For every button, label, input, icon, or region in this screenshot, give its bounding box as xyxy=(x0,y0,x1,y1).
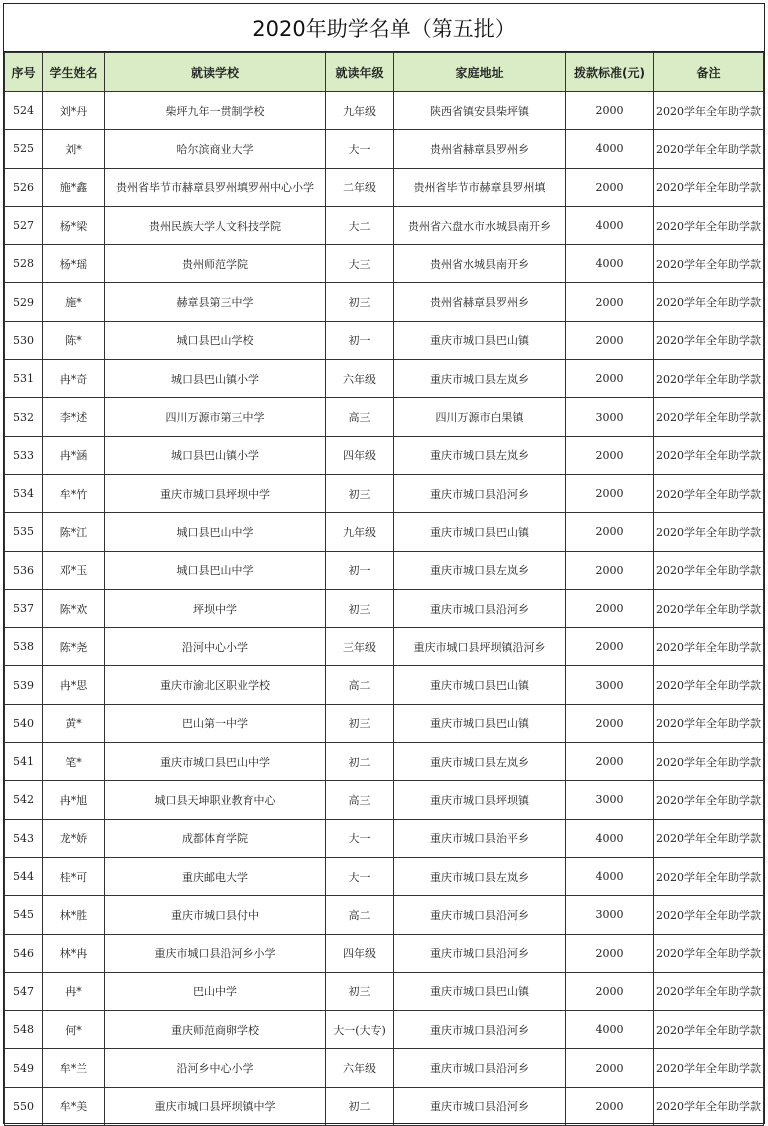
table-row xyxy=(5,436,764,474)
cell-home-address: 陕西省镇安县柴坪镇 xyxy=(394,92,566,130)
cell-home-address: 贵州省赫章县罗州乡 xyxy=(394,283,566,321)
cell-home-address: 重庆市城口县沿河乡 xyxy=(394,1087,566,1125)
cell-remark: 2020学年全年助学款 xyxy=(654,206,764,244)
cell-school: 巴山第一中学 xyxy=(105,704,326,742)
header-student-name: 学生姓名 xyxy=(43,53,105,92)
cell-grade: 大一 xyxy=(326,819,394,857)
cell-serial: 546 xyxy=(5,934,43,972)
cell-serial: 527 xyxy=(5,206,43,244)
cell-remark: 2020学年全年助学款 xyxy=(654,1011,764,1049)
cell-grade: 大二 xyxy=(326,206,394,244)
cell-remark: 2020学年全年助学款 xyxy=(654,972,764,1010)
cell-remark: 2020学年全年助学款 xyxy=(654,896,764,934)
cell-home-address: 贵州省水城县南开乡 xyxy=(394,245,566,283)
cell-school: 贵州民族大学人文科技学院 xyxy=(105,206,326,244)
table-row xyxy=(5,360,764,398)
cell-student-name: 陈*尧 xyxy=(43,628,105,666)
cell-home-address: 重庆市城口县沿河乡 xyxy=(394,1011,566,1049)
cell-amount: 2000 xyxy=(566,972,654,1010)
table-row xyxy=(5,781,764,819)
table-row xyxy=(5,245,764,283)
cell-grade: 九年级 xyxy=(326,513,394,551)
table-row xyxy=(5,513,764,551)
cell-student-name: 笔* xyxy=(43,743,105,781)
cell-home-address: 重庆市城口县巴山镇 xyxy=(394,972,566,1010)
cell-home-address: 重庆市城口县坪坝镇沿河乡 xyxy=(394,628,566,666)
cell-school: 城口县巴山中学 xyxy=(105,551,326,589)
cell-student-name: 冉* xyxy=(43,972,105,1010)
cell-school: 重庆师范商卵学校 xyxy=(105,1011,326,1049)
cell-amount: 2000 xyxy=(566,551,654,589)
cell-home-address: 重庆市城口县左岚乡 xyxy=(394,551,566,589)
cell-remark: 2020学年全年助学款 xyxy=(654,628,764,666)
header-remark: 备注 xyxy=(654,53,764,92)
cell-remark: 2020学年全年助学款 xyxy=(654,819,764,857)
cell-school: 城口县巴山镇小学 xyxy=(105,436,326,474)
cell-serial: 537 xyxy=(5,589,43,627)
cell-home-address: 重庆市城口县巴山镇 xyxy=(394,513,566,551)
cell-serial: 538 xyxy=(5,628,43,666)
cell-remark: 2020学年全年助学款 xyxy=(654,168,764,206)
cell-serial: 540 xyxy=(5,704,43,742)
cell-grade: 四年级 xyxy=(326,436,394,474)
table-row xyxy=(5,1049,764,1087)
cell-school: 成都体育学院 xyxy=(105,819,326,857)
cell-serial: 542 xyxy=(5,781,43,819)
cell-grade: 六年级 xyxy=(326,1049,394,1087)
table-row xyxy=(5,896,764,934)
cell-remark: 2020学年全年助学款 xyxy=(654,360,764,398)
cell-school: 赫章县第三中学 xyxy=(105,283,326,321)
cell-student-name: 施* xyxy=(43,283,105,321)
cell-student-name: 何* xyxy=(43,1011,105,1049)
cell-grade: 初三 xyxy=(326,474,394,512)
cell-grade: 高三 xyxy=(326,398,394,436)
cell-amount: 4000 xyxy=(566,206,654,244)
table-row xyxy=(5,972,764,1010)
cell-remark: 2020学年全年助学款 xyxy=(654,474,764,512)
cell-home-address: 重庆市城口县左岚乡 xyxy=(394,857,566,895)
cell-student-name: 龙*娇 xyxy=(43,819,105,857)
table-row xyxy=(5,819,764,857)
cell-amount: 4000 xyxy=(566,130,654,168)
table-row xyxy=(5,283,764,321)
cell-amount: 4000 xyxy=(566,1011,654,1049)
cell-student-name: 牟*美 xyxy=(43,1087,105,1125)
cell-grade: 大一(大专) xyxy=(326,1011,394,1049)
cell-grade: 大一 xyxy=(326,857,394,895)
cell-student-name: 陈* xyxy=(43,321,105,359)
cell-home-address: 重庆市城口县沿河乡 xyxy=(394,934,566,972)
cell-student-name: 冉*旭 xyxy=(43,781,105,819)
cell-school: 重庆市城口县付中 xyxy=(105,896,326,934)
cell-remark: 2020学年全年助学款 xyxy=(654,666,764,704)
cell-remark: 2020学年全年助学款 xyxy=(654,513,764,551)
cell-grade: 初一 xyxy=(326,551,394,589)
cell-serial: 539 xyxy=(5,666,43,704)
page-title: 2020年助学名单（第五批） xyxy=(4,4,764,52)
table-row xyxy=(5,934,764,972)
table-row xyxy=(5,321,764,359)
cell-amount: 4000 xyxy=(566,819,654,857)
cell-student-name: 黄* xyxy=(43,704,105,742)
table-row xyxy=(5,398,764,436)
cell-school: 贵州省毕节市赫章县罗州填罗州中心小学 xyxy=(105,168,326,206)
cell-home-address: 贵州省六盘水市水城县南开乡 xyxy=(394,206,566,244)
cell-remark: 2020学年全年助学款 xyxy=(654,130,764,168)
table-row xyxy=(5,168,764,206)
cell-home-address: 重庆市城口县左岚乡 xyxy=(394,360,566,398)
cell-remark: 2020学年全年助学款 xyxy=(654,857,764,895)
cell-home-address: 重庆市城口县巴山镇 xyxy=(394,704,566,742)
cell-remark: 2020学年全年助学款 xyxy=(654,245,764,283)
cell-serial: 534 xyxy=(5,474,43,512)
cell-serial: 525 xyxy=(5,130,43,168)
cell-school: 重庆市城口县坪坝中学 xyxy=(105,474,326,512)
cell-amount: 4000 xyxy=(566,857,654,895)
cell-grade: 初三 xyxy=(326,283,394,321)
cell-serial: 530 xyxy=(5,321,43,359)
cell-serial: 541 xyxy=(5,743,43,781)
cell-school: 沿河乡中心小学 xyxy=(105,1049,326,1087)
cell-home-address: 重庆市城口县巴山镇 xyxy=(394,666,566,704)
cell-serial: 532 xyxy=(5,398,43,436)
cell-home-address: 重庆市城口县治平乡 xyxy=(394,819,566,857)
cell-grade: 六年级 xyxy=(326,360,394,398)
cell-grade: 三年级 xyxy=(326,628,394,666)
header-serial: 序号 xyxy=(5,53,43,92)
cell-amount: 2000 xyxy=(566,474,654,512)
cell-amount: 2000 xyxy=(566,360,654,398)
cell-student-name: 冉*奇 xyxy=(43,360,105,398)
cell-school: 坪坝中学 xyxy=(105,589,326,627)
table-row xyxy=(5,704,764,742)
header-grade: 就读年级 xyxy=(326,53,394,92)
cell-amount: 2000 xyxy=(566,589,654,627)
cell-serial: 529 xyxy=(5,283,43,321)
cell-remark: 2020学年全年助学款 xyxy=(654,436,764,474)
cell-school: 柴坪九年一贯制学校 xyxy=(105,92,326,130)
cell-serial: 545 xyxy=(5,896,43,934)
cell-student-name: 冉*思 xyxy=(43,666,105,704)
header-row xyxy=(5,53,764,92)
table-row xyxy=(5,666,764,704)
cell-serial: 524 xyxy=(5,92,43,130)
cell-amount: 2000 xyxy=(566,934,654,972)
cell-serial: 528 xyxy=(5,245,43,283)
cell-remark: 2020学年全年助学款 xyxy=(654,704,764,742)
cell-student-name: 邓*玉 xyxy=(43,551,105,589)
cell-home-address: 重庆市城口县左岚乡 xyxy=(394,436,566,474)
cell-home-address: 重庆市城口县沿河乡 xyxy=(394,896,566,934)
cell-remark: 2020学年全年助学款 xyxy=(654,92,764,130)
cell-school: 重庆市城口县沿河乡小学 xyxy=(105,934,326,972)
cell-student-name: 陈*欢 xyxy=(43,589,105,627)
cell-serial: 549 xyxy=(5,1049,43,1087)
cell-grade: 高二 xyxy=(326,896,394,934)
cell-grade: 大一 xyxy=(326,130,394,168)
cell-grade: 二年级 xyxy=(326,168,394,206)
cell-amount: 4000 xyxy=(566,245,654,283)
cell-grade: 高二 xyxy=(326,666,394,704)
cell-remark: 2020学年全年助学款 xyxy=(654,1087,764,1125)
cell-amount: 2000 xyxy=(566,168,654,206)
cell-school: 重庆市城口县坪坝镇中学 xyxy=(105,1087,326,1125)
cell-grade: 初三 xyxy=(326,589,394,627)
cell-student-name: 冉*涵 xyxy=(43,436,105,474)
cell-grade: 初二 xyxy=(326,743,394,781)
cell-grade: 四年级 xyxy=(326,934,394,972)
header-school: 就读学校 xyxy=(105,53,326,92)
cell-school: 沿河中心小学 xyxy=(105,628,326,666)
cell-grade: 初二 xyxy=(326,1087,394,1125)
header-home-address: 家庭地址 xyxy=(394,53,566,92)
cell-serial: 543 xyxy=(5,819,43,857)
cell-student-name: 林*冉 xyxy=(43,934,105,972)
cell-student-name: 林*胜 xyxy=(43,896,105,934)
cell-student-name: 牟*兰 xyxy=(43,1049,105,1087)
table-row xyxy=(5,551,764,589)
cell-grade: 大三 xyxy=(326,245,394,283)
cell-serial: 531 xyxy=(5,360,43,398)
cell-student-name: 陈*江 xyxy=(43,513,105,551)
table-row xyxy=(5,206,764,244)
cell-amount: 3000 xyxy=(566,398,654,436)
cell-school: 哈尔滨商业大学 xyxy=(105,130,326,168)
cell-amount: 3000 xyxy=(566,896,654,934)
cell-amount: 2000 xyxy=(566,321,654,359)
cell-amount: 2000 xyxy=(566,628,654,666)
cell-student-name: 杨*梁 xyxy=(43,206,105,244)
cell-home-address: 重庆市城口县巴山镇 xyxy=(394,321,566,359)
table-row xyxy=(5,1087,764,1125)
cell-student-name: 桂*可 xyxy=(43,857,105,895)
table-row xyxy=(5,92,764,130)
cell-home-address: 重庆市城口县沿河乡 xyxy=(394,589,566,627)
cell-serial: 535 xyxy=(5,513,43,551)
aid-list-table xyxy=(4,52,764,1126)
cell-school: 城口县天坤职业教育中心 xyxy=(105,781,326,819)
table-row xyxy=(5,743,764,781)
header-amount: 拨款标准(元) xyxy=(566,53,654,92)
cell-grade: 初三 xyxy=(326,972,394,1010)
aid-list-sheet xyxy=(3,3,765,1124)
cell-school: 四川万源市第三中学 xyxy=(105,398,326,436)
cell-home-address: 重庆市城口县左岚乡 xyxy=(394,743,566,781)
table-header xyxy=(5,53,764,92)
cell-serial: 548 xyxy=(5,1011,43,1049)
cell-remark: 2020学年全年助学款 xyxy=(654,321,764,359)
cell-home-address: 重庆市城口县沿河乡 xyxy=(394,1049,566,1087)
cell-student-name: 李*述 xyxy=(43,398,105,436)
table-row xyxy=(5,857,764,895)
cell-school: 贵州师范学院 xyxy=(105,245,326,283)
cell-home-address: 四川万源市白果镇 xyxy=(394,398,566,436)
cell-student-name: 杨*瑶 xyxy=(43,245,105,283)
table-row xyxy=(5,1011,764,1049)
cell-grade: 初一 xyxy=(326,321,394,359)
cell-serial: 547 xyxy=(5,972,43,1010)
cell-student-name: 施*鑫 xyxy=(43,168,105,206)
cell-school: 重庆市城口县巴山中学 xyxy=(105,743,326,781)
cell-remark: 2020学年全年助学款 xyxy=(654,551,764,589)
cell-grade: 九年级 xyxy=(326,92,394,130)
cell-amount: 2000 xyxy=(566,1049,654,1087)
table-row xyxy=(5,474,764,512)
table-row xyxy=(5,589,764,627)
cell-amount: 2000 xyxy=(566,513,654,551)
cell-school: 城口县巴山学校 xyxy=(105,321,326,359)
cell-serial: 533 xyxy=(5,436,43,474)
cell-serial: 526 xyxy=(5,168,43,206)
cell-school: 城口县巴山镇小学 xyxy=(105,360,326,398)
cell-school: 巴山中学 xyxy=(105,972,326,1010)
cell-student-name: 刘*丹 xyxy=(43,92,105,130)
cell-student-name: 牟*竹 xyxy=(43,474,105,512)
cell-home-address: 重庆市城口县坪坝镇 xyxy=(394,781,566,819)
cell-remark: 2020学年全年助学款 xyxy=(654,934,764,972)
cell-remark: 2020学年全年助学款 xyxy=(654,398,764,436)
cell-amount: 2000 xyxy=(566,283,654,321)
cell-serial: 536 xyxy=(5,551,43,589)
table-row xyxy=(5,130,764,168)
cell-school: 城口县巴山中学 xyxy=(105,513,326,551)
cell-amount: 2000 xyxy=(566,1087,654,1125)
cell-remark: 2020学年全年助学款 xyxy=(654,589,764,627)
cell-amount: 3000 xyxy=(566,781,654,819)
cell-remark: 2020学年全年助学款 xyxy=(654,283,764,321)
cell-student-name: 刘* xyxy=(43,130,105,168)
cell-school: 重庆邮电大学 xyxy=(105,857,326,895)
cell-grade: 初三 xyxy=(326,704,394,742)
cell-amount: 2000 xyxy=(566,436,654,474)
cell-amount: 3000 xyxy=(566,666,654,704)
cell-serial: 550 xyxy=(5,1087,43,1125)
cell-home-address: 贵州省赫章县罗州乡 xyxy=(394,130,566,168)
cell-remark: 2020学年全年助学款 xyxy=(654,743,764,781)
cell-serial: 544 xyxy=(5,857,43,895)
cell-remark: 2020学年全年助学款 xyxy=(654,781,764,819)
cell-grade: 高三 xyxy=(326,781,394,819)
cell-amount: 2000 xyxy=(566,92,654,130)
table-body xyxy=(5,92,764,1126)
cell-home-address: 重庆市城口县沿河乡 xyxy=(394,474,566,512)
cell-remark: 2020学年全年助学款 xyxy=(654,1049,764,1087)
cell-home-address: 贵州省毕节市赫章县罗州填 xyxy=(394,168,566,206)
cell-amount: 2000 xyxy=(566,704,654,742)
table-row xyxy=(5,628,764,666)
cell-amount: 2000 xyxy=(566,743,654,781)
cell-school: 重庆市渝北区职业学校 xyxy=(105,666,326,704)
